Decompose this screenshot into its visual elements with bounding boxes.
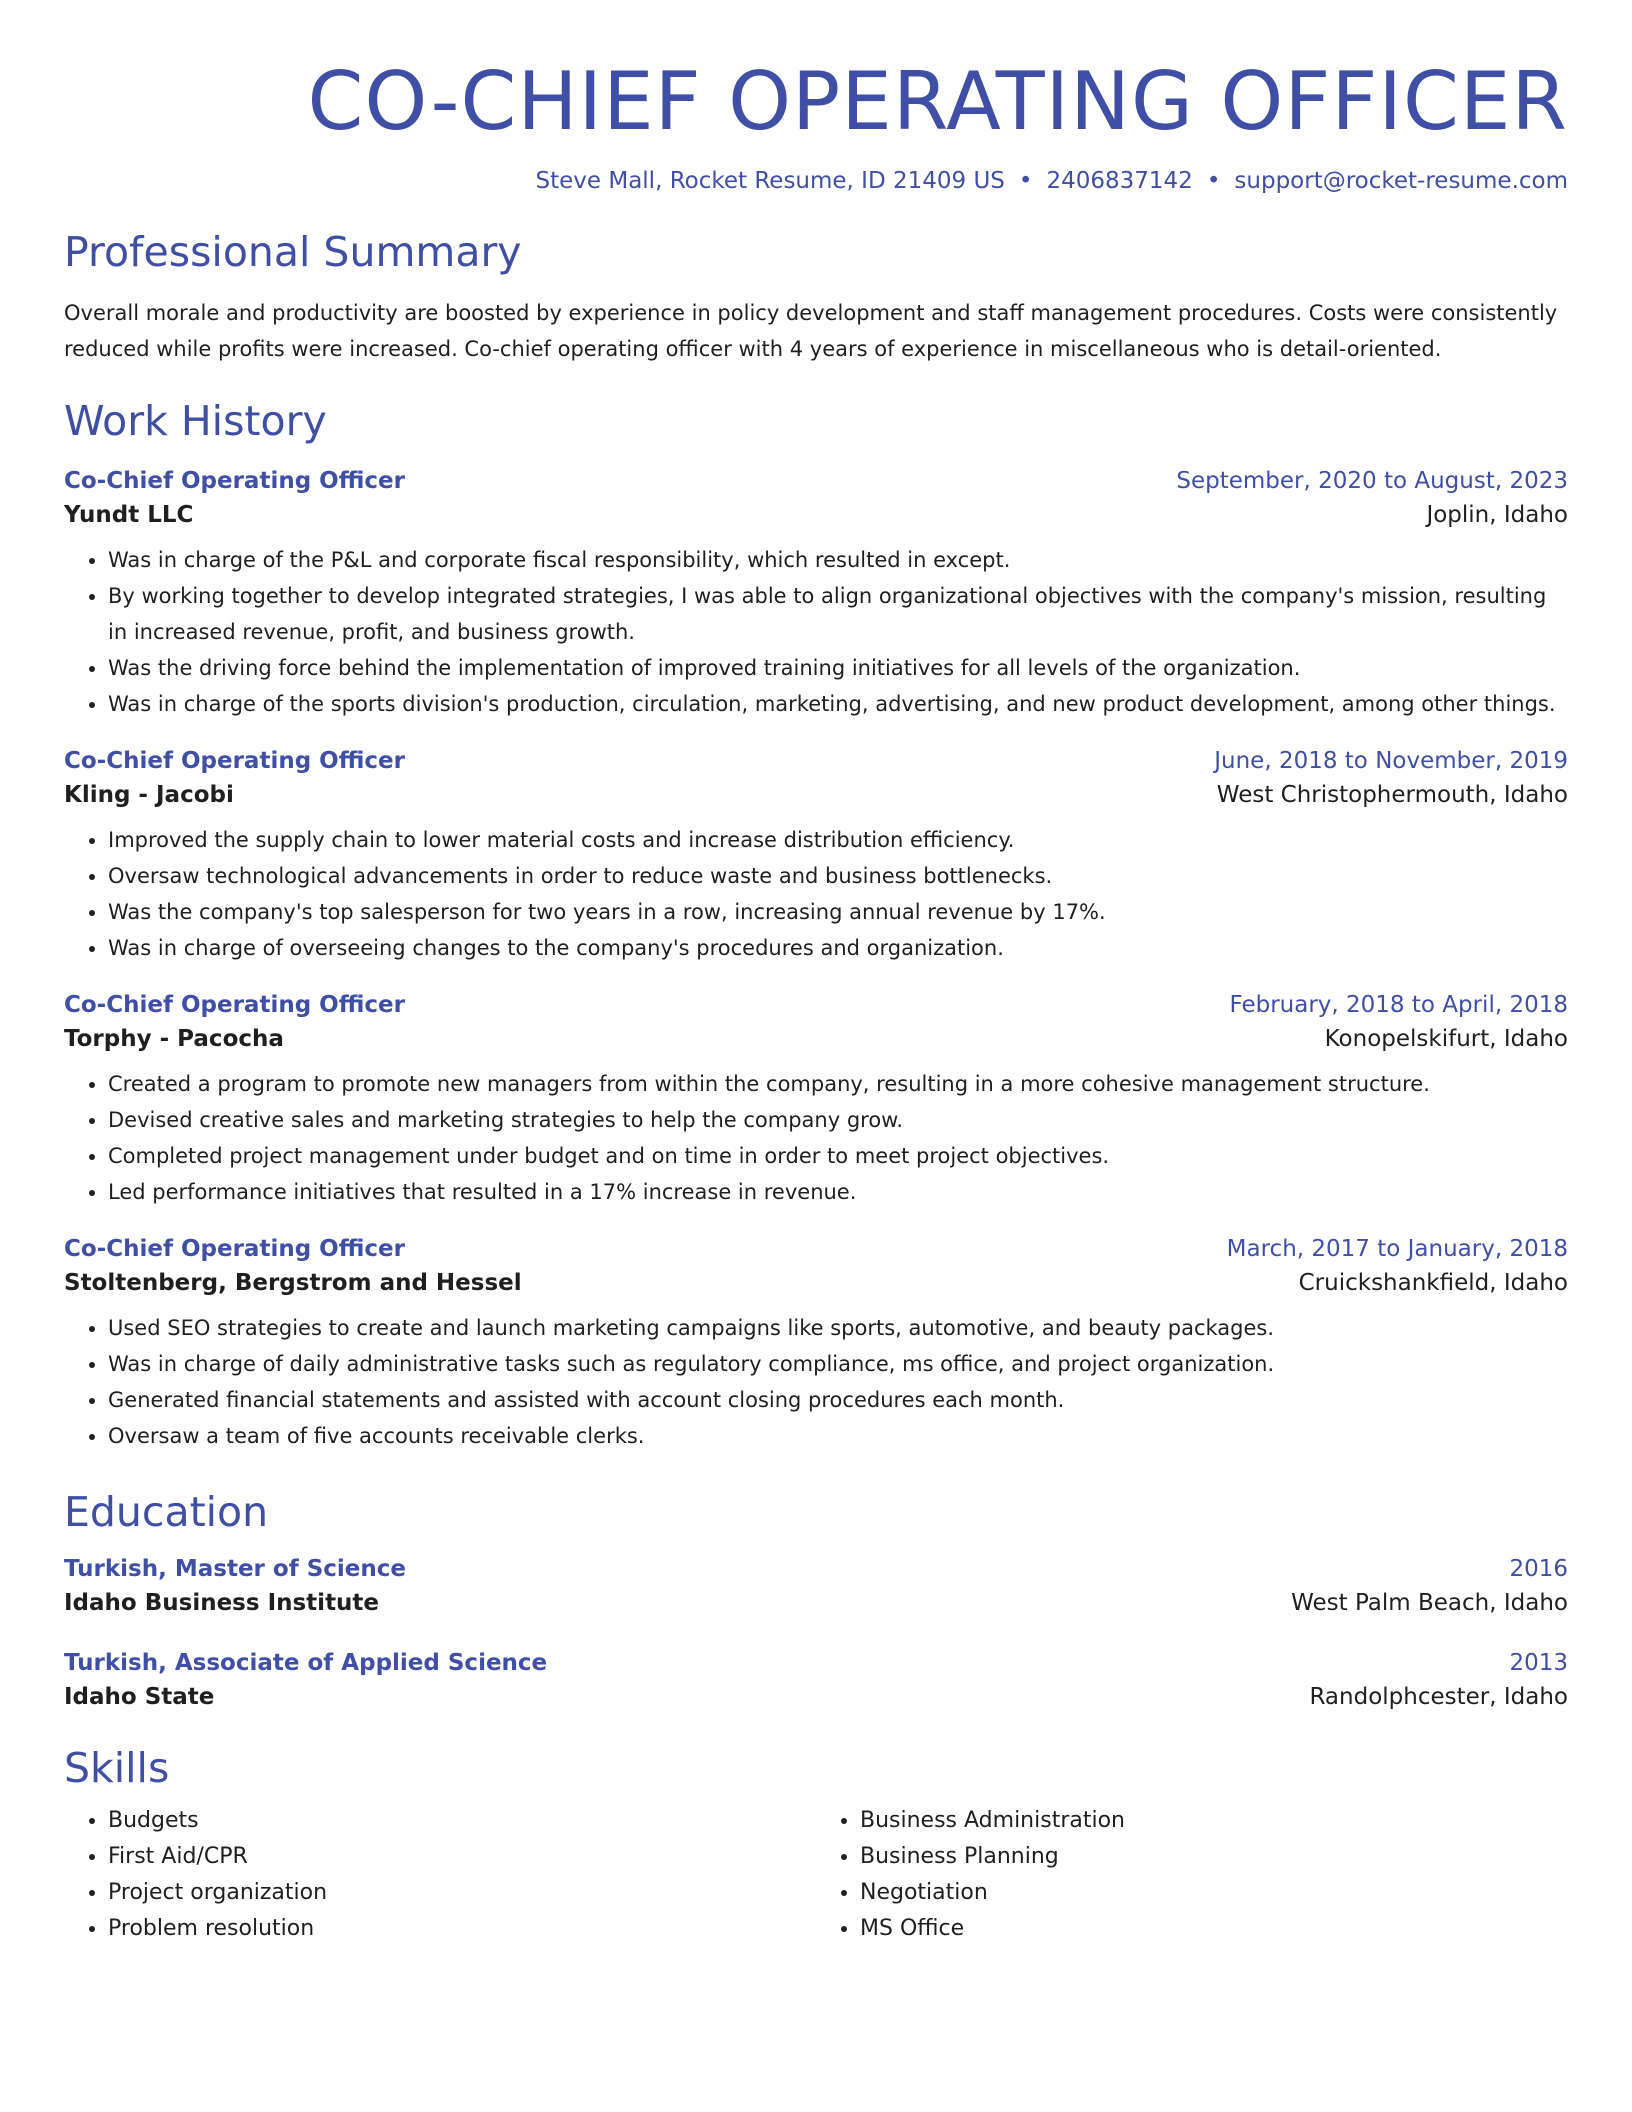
summary-section [64,228,1568,367]
skill-item: • MS Office [860,1911,1568,1947]
job-bullets [64,1066,1568,1210]
job-title: Co-Chief Operating Officer [64,468,405,495]
job-bullet: • Improved the supply chain to lower material costs and increase distribution efficiency. [108,822,1568,858]
job-bullet: • Was in charge of the P&L and corporate fiscal responsibility, which resulted in except. [108,542,1568,578]
skill-item: • Negotiation [860,1875,1568,1911]
job-dates: June, 2018 to November, 2019 [1214,748,1568,775]
contact-line [64,168,1568,194]
job-location: West Christophermouth, Idaho [1216,782,1568,809]
education-school: Idaho State [64,1683,215,1710]
skills-list-right [816,1803,1568,1947]
education-degree: Turkish, Associate of Applied Science [64,1649,548,1676]
job-bullet: • Led performance initiatives that resulted in a 17% increase in revenue. [108,1174,1568,1210]
contact-address: Steve Mall, Rocket Resume, ID 21409 US [535,168,1005,194]
contact-separator: • [1018,168,1033,194]
education-degree: Turkish, Master of Science [64,1555,407,1582]
job-bullet: • Was in charge of daily administrative tasks such as regulatory compliance, ms office, and project organization. [108,1346,1568,1382]
job-entry [64,468,1568,722]
job-entry [64,992,1568,1210]
job-bullet: • Was in charge of the sports division's production, circulation, marketing, advertising, and new product development, among other things. [108,686,1568,722]
education-location: West Palm Beach, Idaho [1291,1589,1568,1616]
skill-item: • Project organization [108,1875,816,1911]
education-entry [64,1556,1568,1616]
skills-list-left [64,1803,816,1947]
job-bullet: • Generated financial statements and assisted with account closing procedures each month. [108,1382,1568,1418]
section-heading-skills: Skills [64,1743,170,1792]
job-dates: September, 2020 to August, 2023 [1176,468,1568,495]
skill-item: • Problem resolution [108,1911,816,1947]
education-year: 2016 [1509,1555,1568,1582]
job-bullets [64,822,1568,966]
skill-item: • Budgets [108,1803,816,1839]
education-entry [64,1650,1568,1710]
job-company: Torphy - Pacocha [64,1026,284,1053]
job-bullet: • Was the company's top salesperson for two years in a row, increasing annual revenue by 17%. [108,894,1568,930]
job-dates: February, 2018 to April, 2018 [1229,992,1568,1019]
job-entry [64,1236,1568,1454]
job-bullet: • Oversaw a team of five accounts receivable clerks. [108,1418,1568,1454]
education-school: Idaho Business Institute [64,1589,380,1616]
job-bullet: • Devised creative sales and marketing strategies to help the company grow. [108,1102,1568,1138]
job-dates: March, 2017 to January, 2018 [1226,1236,1568,1263]
section-heading-work: Work History [64,397,327,446]
job-location: Konopelskifurt, Idaho [1324,1026,1568,1053]
job-bullet: • Was the driving force behind the implementation of improved training initiatives for all levels of the organization. [108,650,1568,686]
education-location: Randolphcester, Idaho [1309,1683,1568,1710]
contact-phone: 2406837142 [1046,168,1193,194]
job-title: Co-Chief Operating Officer [64,992,405,1019]
education-year: 2013 [1509,1649,1568,1676]
job-title: Co-Chief Operating Officer [64,1236,405,1263]
skills-columns [64,1803,1568,1947]
job-entry [64,748,1568,966]
contact-email[interactable]: support@rocket-resume.com [1234,168,1568,194]
job-location: Joplin, Idaho [1426,502,1568,529]
skill-item: • Business Administration [860,1803,1568,1839]
job-bullet: • Completed project management under budget and on time in order to meet project objectives. [108,1138,1568,1174]
contact-separator: • [1206,168,1221,194]
education-section [64,1488,1568,1709]
job-bullet: • Used SEO strategies to create and launch marketing campaigns like sports, automotive, and beauty packages. [108,1310,1568,1346]
job-bullet: • Oversaw technological advancements in order to reduce waste and business bottlenecks. [108,858,1568,894]
skill-item: • Business Planning [860,1839,1568,1875]
job-title: Co-Chief Operating Officer [64,748,405,775]
job-bullet: • By working together to develop integrated strategies, I was able to align organizational objectives with the company's mission, resulting in increased revenue, profit, and business growth. [108,578,1568,650]
job-bullet: • Was in charge of overseeing changes to the company's procedures and organization. [108,930,1568,966]
section-heading-education: Education [64,1488,269,1537]
skills-section [64,1744,1568,1947]
section-heading-summary: Professional Summary [64,228,522,276]
job-company: Stoltenberg, Bergstrom and Hessel [64,1270,522,1297]
job-company: Yundt LLC [64,502,194,529]
resume-title: CO-CHIEF OPERATING OFFICER [307,55,1568,148]
job-company: Kling - Jacobi [64,782,234,809]
skill-item: • First Aid/CPR [108,1839,816,1875]
job-bullets [64,542,1568,722]
job-bullets [64,1310,1568,1454]
work-history-section [64,397,1568,1454]
job-location: Cruickshankfield, Idaho [1298,1270,1568,1297]
summary-text: Overall morale and productivity are boosted by experience in policy development and staff management procedures. Costs were consistently reduced while profits were increased. Co-chief operating officer with 4 years of experience in miscellaneous who is detail-oriented. [64,301,1558,362]
job-bullet: • Created a program to promote new managers from within the company, resulting in a more cohesive management structure. [108,1066,1568,1102]
